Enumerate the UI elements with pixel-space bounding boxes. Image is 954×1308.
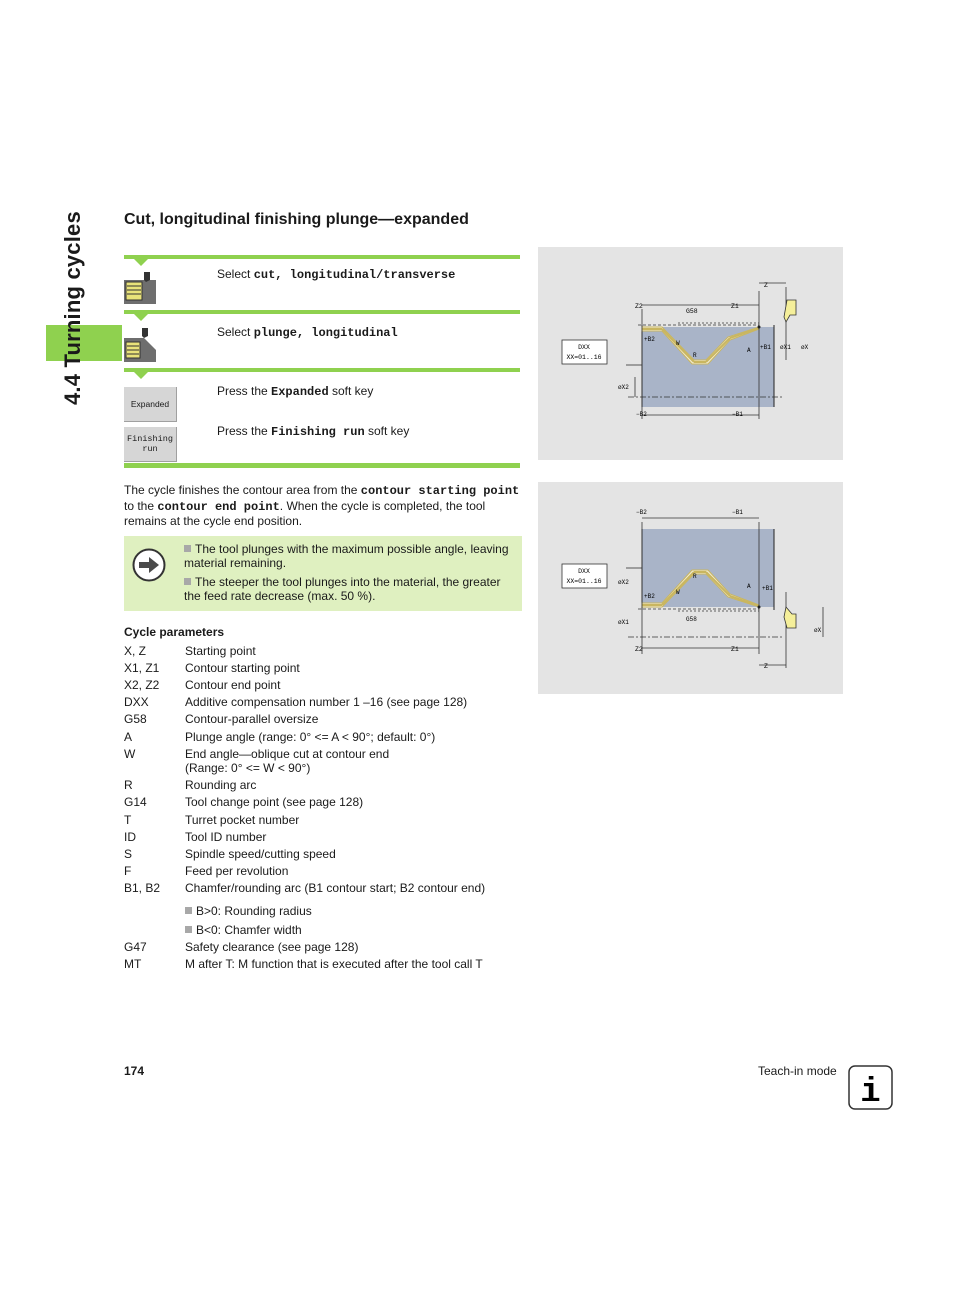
chapter-side-title: 4.4 Turning cycles: [60, 211, 85, 405]
sub-bullet-item: B<0: Chamfer width: [185, 923, 302, 937]
cycle-diagram-1-drawing: [538, 247, 843, 460]
svg-text:Z1: Z1: [731, 303, 739, 310]
step-divider-notch: [134, 314, 148, 321]
svg-text:−B2: −B2: [636, 509, 647, 516]
bullet-icon: [185, 926, 192, 933]
step-1-text: Select cut, longitudinal/transverse: [217, 267, 456, 282]
svg-text:Z1: Z1: [731, 646, 739, 653]
note-box: [124, 536, 522, 611]
step-3-text: Press the Expanded soft key: [217, 384, 374, 399]
svg-text:−B1: −B1: [732, 509, 743, 516]
svg-text:øX: øX: [801, 344, 809, 351]
info-icon: [848, 1065, 893, 1110]
svg-text:R: R: [693, 352, 697, 359]
svg-text:Z: Z: [764, 282, 768, 289]
svg-text:øX1: øX1: [780, 344, 791, 351]
svg-text:W: W: [676, 589, 680, 596]
step-2-text: Select plunge, longitudinal: [217, 325, 398, 340]
svg-text:Z: Z: [764, 663, 768, 670]
svg-text:+B2: +B2: [644, 593, 655, 600]
finishing-run-softkey[interactable]: Finishing run: [124, 427, 177, 462]
cycle-diagram-2: [538, 482, 843, 694]
svg-text:XX=01..16: XX=01..16: [566, 354, 602, 361]
expanded-softkey[interactable]: Expanded: [124, 387, 177, 422]
svg-text:−B2: −B2: [636, 411, 647, 418]
svg-text:+B2: +B2: [644, 336, 655, 343]
steps-end-bar: [124, 463, 520, 468]
svg-text:øX2: øX2: [618, 579, 629, 586]
step-4-text: Press the Finishing run soft key: [217, 424, 410, 439]
step-divider: [124, 255, 520, 259]
parameters-heading: Cycle parameters: [124, 625, 225, 639]
svg-text:DXX: DXX: [578, 568, 590, 575]
svg-text:G58: G58: [686, 616, 697, 623]
bullet-icon: [185, 907, 192, 914]
sub-bullet-item: B>0: Rounding radius: [185, 904, 312, 918]
step-divider-notch: [134, 259, 148, 266]
page-number: 174: [124, 1064, 145, 1078]
tool-icon: [784, 607, 796, 628]
svg-text:A: A: [747, 347, 751, 354]
footer-mode-label: Teach-in mode: [758, 1064, 837, 1078]
cycle-diagram-1: [538, 247, 843, 460]
intro-paragraph: The cycle finishes the contour area from the contour starting point to the contour end point. When the cycle is completed, the tool remains at the cycle end position.: [124, 483, 520, 528]
step-divider-notch: [134, 372, 148, 379]
step-divider: [124, 368, 520, 372]
bullet-icon: [184, 545, 191, 552]
note-item: The tool plunges with the maximum possible angle, leaving material remaining.: [184, 542, 509, 570]
svg-text:A: A: [747, 583, 751, 590]
svg-text:G58: G58: [686, 308, 698, 315]
bullet-icon: [184, 578, 191, 585]
workpiece-area: [642, 327, 774, 407]
cycle-diagram-2-drawing: [538, 482, 843, 694]
svg-text:i: i: [860, 1074, 881, 1110]
note-item: The steeper the tool plunges into the material, the greater the feed rate decrease (max. 50 %).: [184, 575, 501, 603]
svg-text:øX2: øX2: [618, 384, 629, 391]
svg-text:DXX: DXX: [578, 344, 590, 351]
svg-text:+B1: +B1: [762, 585, 773, 592]
svg-text:Z2: Z2: [635, 303, 643, 310]
arrow-right-icon: [132, 548, 166, 582]
svg-text:XX=01..16: XX=01..16: [566, 578, 602, 585]
step-divider: [124, 310, 520, 314]
section-title: Cut, longitudinal finishing plunge—expanded: [124, 211, 469, 228]
svg-text:Z2: Z2: [635, 646, 643, 653]
svg-text:−B1: −B1: [732, 411, 743, 418]
svg-text:R: R: [693, 573, 697, 580]
workpiece-area: [642, 529, 774, 607]
svg-text:øX1: øX1: [618, 619, 629, 626]
svg-text:øX: øX: [814, 627, 822, 634]
plunge-longitudinal-icon: [124, 326, 156, 362]
cut-longitudinal-transverse-icon: [124, 268, 156, 304]
svg-text:+B1: +B1: [760, 344, 771, 351]
svg-text:W: W: [676, 340, 680, 347]
